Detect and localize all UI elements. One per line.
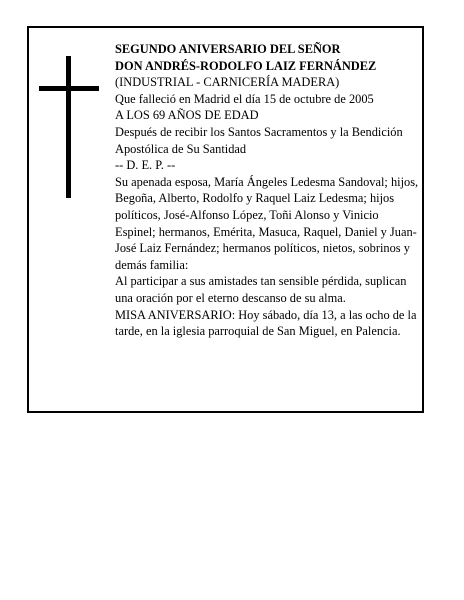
notice-text (115, 41, 421, 340)
mass-paragraph: MISA ANIVERSARIO: Hoy sábado, día 13, a las ocho de la tarde, en la iglesia parroquial de San Miguel, en Palencia. (115, 307, 417, 339)
sacraments-paragraph: Después de recibir los Santos Sacramentos y la Bendición Apostólica de Su Santidad (115, 124, 403, 156)
request-paragraph: Al participar a sus amistades tan sensible pérdida, suplican una oración por el eterno descanso de su alma. (115, 274, 407, 305)
death-info-line: Que falleció en Madrid el día 15 de octubre de 2005 (115, 91, 374, 106)
family-paragraph: Su apenada esposa, María Ángeles Ledesma Sandoval; hijos, Begoña, Alberto, Rodolfo y Raquel Laiz Ledesma; hijos políticos, José-Alfonso López, Toñi Alonso y Vinicio Espinel; hermanos, Emérita, Masuca, Raquel, Daniel y Juan-José Laiz Fernández; hermanos políticos, nietos, sobrinos y demás familia: (115, 174, 419, 272)
rip-line: -- D. E. P. -- (115, 158, 176, 173)
heading-line-1: SEGUNDO ANIVERSARIO DEL SEÑOR (115, 42, 341, 56)
cross-horizontal-bar (39, 86, 99, 91)
age-line: A LOS 69 AÑOS DE EDAD (115, 108, 259, 123)
cross-icon (39, 56, 99, 198)
cross-vertical-bar (66, 56, 71, 198)
obituary-notice (27, 26, 424, 413)
profession-line: (INDUSTRIAL - CARNICERÍA MADERA) (115, 75, 340, 90)
heading-line-2: DON ANDRÉS-RODOLFO LAIZ FERNÁNDEZ (115, 58, 377, 73)
